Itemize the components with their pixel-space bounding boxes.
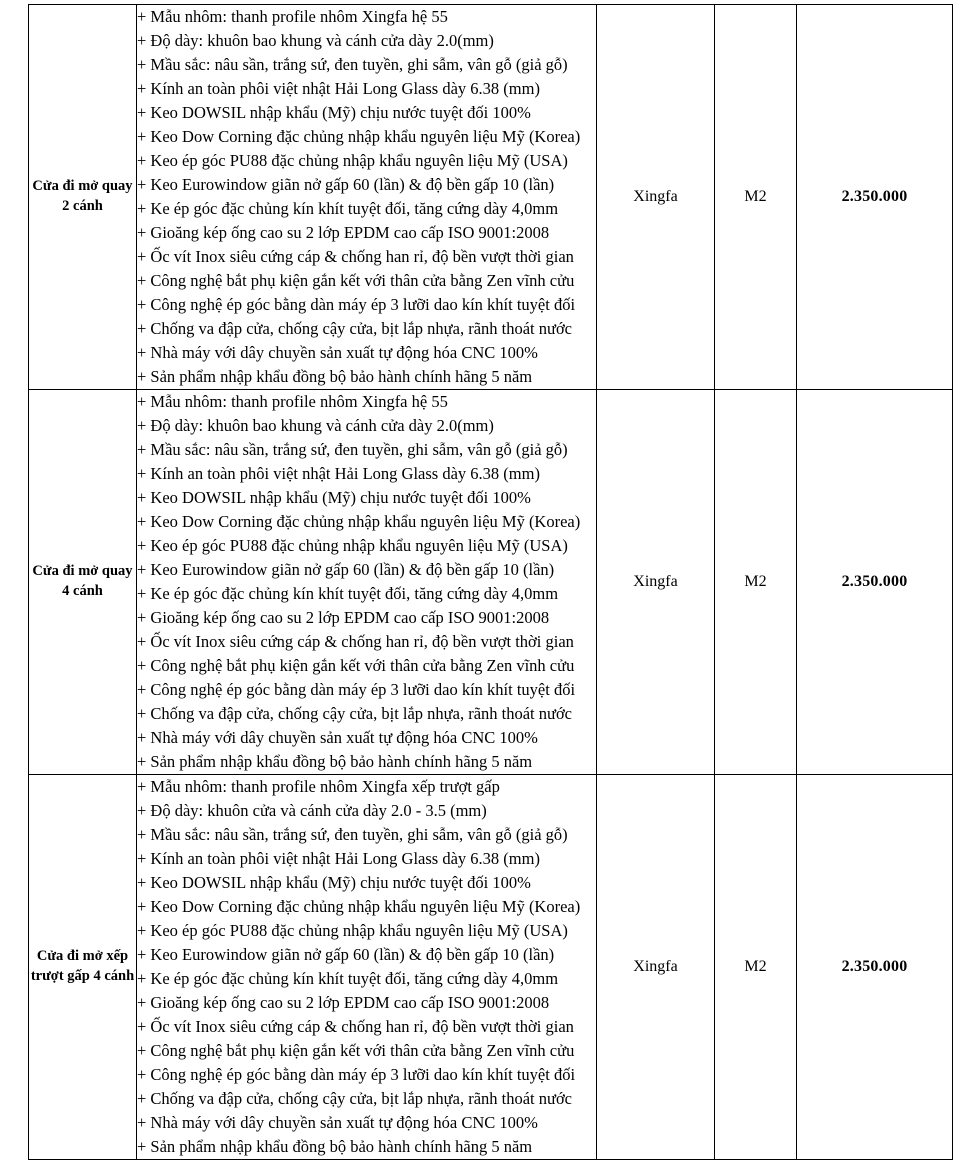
desc-line: + Kính an toàn phôi việt nhật Hải Long Glass dày 6.38 (mm) — [137, 464, 540, 483]
desc-line: + Keo Eurowindow giãn nở gấp 60 (lần) & độ bền gấp 10 (lần) — [137, 945, 555, 964]
unit-cell: M2 — [715, 390, 797, 775]
desc-line: + Mầu sắc: nâu sần, trắng sứ, đen tuyền, ghi sẫm, vân gỗ (giả gỗ) — [137, 55, 568, 74]
desc-line: + Chống va đập cửa, chống cậy cửa, bịt lắp nhựa, rãnh thoát nước — [137, 1089, 573, 1108]
desc-line: + Kính an toàn phôi việt nhật Hải Long Glass dày 6.38 (mm) — [137, 79, 540, 98]
desc-line: + Sản phẩm nhập khẩu đồng bộ bảo hành chính hãng 5 năm — [137, 367, 533, 386]
desc-line: + Ốc vít Inox siêu cứng cáp & chống han rỉ, độ bền vượt thời gian — [137, 1017, 574, 1036]
product-description-cell — [137, 775, 597, 1160]
desc-line: + Độ dày: khuôn bao khung và cánh cửa dày 2.0(mm) — [137, 416, 494, 435]
desc-line: + Ke ép góc đặc chủng kín khít tuyệt đối, tăng cứng dày 4,0mm — [137, 199, 559, 218]
table-row — [29, 390, 953, 775]
desc-line: + Sản phẩm nhập khẩu đồng bộ bảo hành chính hãng 5 năm — [137, 1137, 533, 1156]
desc-line: + Keo ép góc PU88 đặc chủng nhập khẩu nguyên liệu Mỹ (USA) — [137, 536, 568, 555]
desc-line: + Ốc vít Inox siêu cứng cáp & chống han rỉ, độ bền vượt thời gian — [137, 247, 574, 266]
product-name-cell: Cửa đi mở quay 2 cánh — [29, 5, 137, 390]
desc-line: + Công nghệ bắt phụ kiện gắn kết với thân cửa bằng Zen vĩnh cửu — [137, 1041, 575, 1060]
desc-line: + Mầu sắc: nâu sần, trắng sứ, đen tuyền, ghi sẫm, vân gỗ (giả gỗ) — [137, 440, 568, 459]
desc-line: + Công nghệ ép góc bằng dàn máy ép 3 lưỡi dao kín khít tuyệt đối — [137, 680, 576, 699]
brand-cell: Xingfa — [597, 5, 715, 390]
desc-line: + Keo DOWSIL nhập khẩu (Mỹ) chịu nước tuyệt đối 100% — [137, 873, 531, 892]
price-cell: 2.350.000 — [797, 5, 953, 390]
desc-line: + Nhà máy với dây chuyền sản xuất tự động hóa CNC 100% — [137, 343, 538, 362]
price-cell: 2.350.000 — [797, 775, 953, 1160]
desc-line: + Mẫu nhôm: thanh profile nhôm Xingfa hệ 55 — [137, 392, 448, 411]
desc-line: + Keo ép góc PU88 đặc chủng nhập khẩu nguyên liệu Mỹ (USA) — [137, 921, 568, 940]
desc-line: + Mẫu nhôm: thanh profile nhôm Xingfa hệ 55 — [137, 7, 448, 26]
unit-cell: M2 — [715, 775, 797, 1160]
desc-line: + Công nghệ ép góc bằng dàn máy ép 3 lưỡi dao kín khít tuyệt đối — [137, 295, 576, 314]
table-row — [29, 5, 953, 390]
desc-line: + Keo DOWSIL nhập khẩu (Mỹ) chịu nước tuyệt đối 100% — [137, 103, 531, 122]
desc-line: + Nhà máy với dây chuyền sản xuất tự động hóa CNC 100% — [137, 728, 538, 747]
desc-line: + Nhà máy với dây chuyền sản xuất tự động hóa CNC 100% — [137, 1113, 538, 1132]
product-name-cell: Cửa đi mở xếp trượt gấp 4 cánh — [29, 775, 137, 1160]
desc-line: + Mẫu nhôm: thanh profile nhôm Xingfa xếp trượt gấp — [137, 777, 500, 796]
product-spec-table — [28, 4, 953, 1160]
product-name-cell: Cửa đi mở quay 4 cánh — [29, 390, 137, 775]
table-row — [29, 775, 953, 1160]
desc-line: + Chống va đập cửa, chống cậy cửa, bịt lắp nhựa, rãnh thoát nước — [137, 704, 573, 723]
desc-line: + Gioăng kép ống cao su 2 lớp EPDM cao cấp ISO 9001:2008 — [137, 993, 550, 1012]
brand-cell: Xingfa — [597, 775, 715, 1160]
product-description-cell — [137, 5, 597, 390]
desc-line: + Kính an toàn phôi việt nhật Hải Long Glass dày 6.38 (mm) — [137, 849, 540, 868]
desc-line: + Chống va đập cửa, chống cậy cửa, bịt lắp nhựa, rãnh thoát nước — [137, 319, 573, 338]
desc-line: + Keo Eurowindow giãn nở gấp 60 (lần) & độ bền gấp 10 (lần) — [137, 560, 555, 579]
desc-line: + Keo Eurowindow giãn nở gấp 60 (lần) & độ bền gấp 10 (lần) — [137, 175, 555, 194]
desc-line: + Keo Dow Corning đặc chủng nhập khẩu nguyên liệu Mỹ (Korea) — [137, 127, 581, 146]
desc-line: + Công nghệ bắt phụ kiện gắn kết với thân cửa bằng Zen vĩnh cửu — [137, 271, 575, 290]
product-description-cell — [137, 390, 597, 775]
desc-line: + Công nghệ ép góc bằng dàn máy ép 3 lưỡi dao kín khít tuyệt đối — [137, 1065, 576, 1084]
desc-line: + Gioăng kép ống cao su 2 lớp EPDM cao cấp ISO 9001:2008 — [137, 223, 550, 242]
desc-line: + Độ dày: khuôn bao khung và cánh cửa dày 2.0(mm) — [137, 31, 494, 50]
desc-line: + Mầu sắc: nâu sần, trắng sứ, đen tuyền, ghi sẫm, vân gỗ (giả gỗ) — [137, 825, 568, 844]
brand-cell: Xingfa — [597, 390, 715, 775]
price-cell: 2.350.000 — [797, 390, 953, 775]
desc-line: + Keo Dow Corning đặc chủng nhập khẩu nguyên liệu Mỹ (Korea) — [137, 897, 581, 916]
desc-line: + Ke ép góc đặc chủng kín khít tuyệt đối, tăng cứng dày 4,0mm — [137, 584, 559, 603]
desc-line: + Gioăng kép ống cao su 2 lớp EPDM cao cấp ISO 9001:2008 — [137, 608, 550, 627]
desc-line: + Keo Dow Corning đặc chủng nhập khẩu nguyên liệu Mỹ (Korea) — [137, 512, 581, 531]
table-body — [29, 5, 953, 1160]
desc-line: + Độ dày: khuôn cửa và cánh cửa dày 2.0 - 3.5 (mm) — [137, 801, 487, 820]
unit-cell: M2 — [715, 5, 797, 390]
desc-line: + Ốc vít Inox siêu cứng cáp & chống han rỉ, độ bền vượt thời gian — [137, 632, 574, 651]
desc-line: + Keo ép góc PU88 đặc chủng nhập khẩu nguyên liệu Mỹ (USA) — [137, 151, 568, 170]
desc-line: + Công nghệ bắt phụ kiện gắn kết với thân cửa bằng Zen vĩnh cửu — [137, 656, 575, 675]
desc-line: + Ke ép góc đặc chủng kín khít tuyệt đối, tăng cứng dày 4,0mm — [137, 969, 559, 988]
desc-line: + Sản phẩm nhập khẩu đồng bộ bảo hành chính hãng 5 năm — [137, 752, 533, 771]
desc-line: + Keo DOWSIL nhập khẩu (Mỹ) chịu nước tuyệt đối 100% — [137, 488, 531, 507]
